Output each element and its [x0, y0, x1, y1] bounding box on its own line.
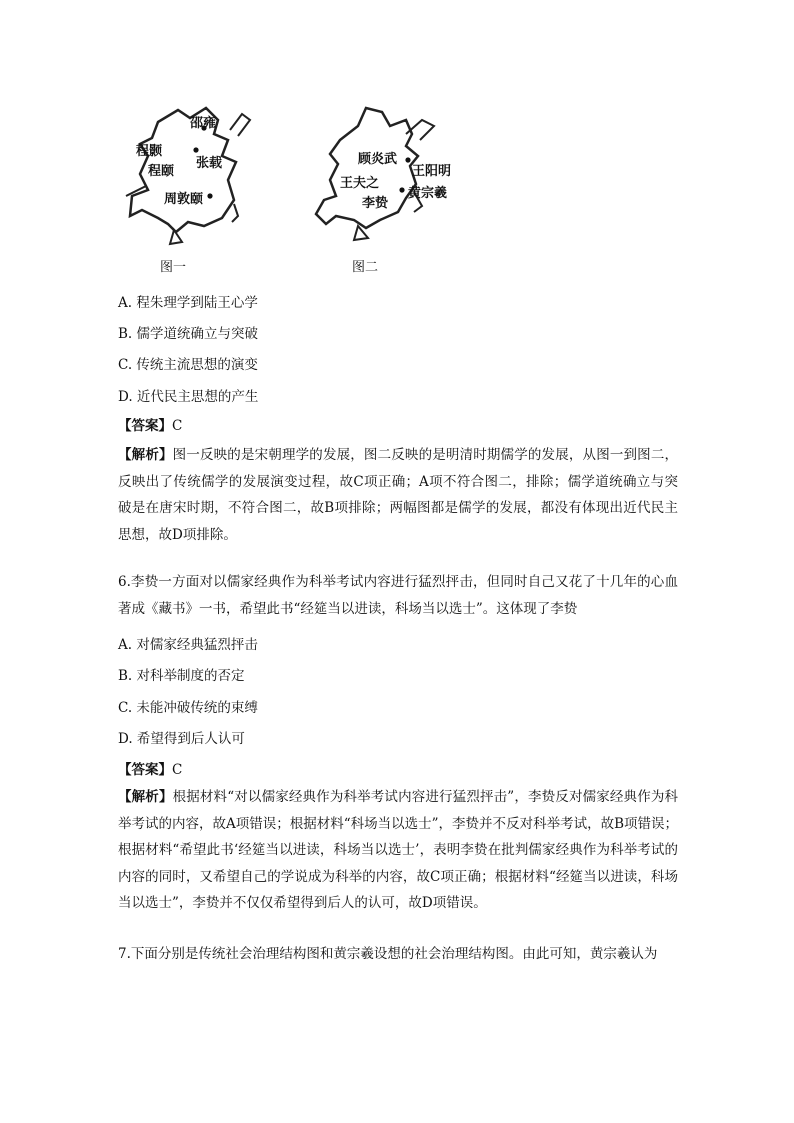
map2-label-huangzongxi: 黄宗羲 — [408, 186, 448, 201]
q5-option-c: C. 传统主流思想的演变 — [118, 357, 258, 373]
q6-stem: 6.李贽一方面对以儒家经典作为科举考试内容进行猛烈抨击，但同时自己又花了十几年的心血著成《藏书》一书，希望此书“经筵当以进读，科场当以选士”。这体现了李贽 — [118, 574, 678, 617]
q6-option-d: D. 希望得到后人认可 — [118, 731, 245, 747]
q5-analysis — [118, 442, 678, 548]
map-2 — [310, 100, 450, 250]
q6-answer-value: C — [172, 762, 183, 778]
q5-option-d: D. 近代民主思想的产生 — [118, 389, 259, 405]
q6-option-c: C. 未能冲破传统的束缚 — [118, 700, 258, 716]
map1-caption: 图一 — [160, 260, 187, 275]
map1-label-chenghao: 程颢 — [136, 144, 163, 159]
map-1 — [118, 100, 258, 250]
map2-label-guyanwu: 顾炎武 — [358, 152, 398, 167]
map1-label-zhoudunyi: 周敦颐 — [164, 192, 204, 207]
q5-answer-value: C — [172, 418, 183, 434]
q6-option-b: B. 对科举制度的否定 — [118, 668, 245, 684]
q6-analysis-text: 根据材料“对以儒家经典作为科举考试内容进行猛烈抨击”，李贽反对儒家经典作为科举考试的内容，故A项错误；根据材料“科场当以选士”，李贽并不反对科举考试，故B项错误；根据材料“希望此书‘经筵当以进读，科场当以选士’，表明李贽在批判儒家经典作为科举考试的内容的同时，又希望自己的学说成为科举的内容，故C项正确；根据材料“经筵当以进读，科场当以选士”，李贽并不仅仅希望得到后人的认可，故D项错误。 — [118, 789, 678, 911]
q5-option-b: B. 儒学道统确立与突破 — [118, 326, 259, 342]
map2-label-lizhi: 李贽 — [362, 196, 389, 211]
q5-answer — [118, 414, 182, 434]
q5-option-a: A. 程朱理学到陆王心学 — [118, 295, 258, 311]
q6-analysis-tag: 【解析】 — [118, 789, 173, 805]
map1-label-zhangzai: 张载 — [196, 156, 223, 171]
map2-caption: 图二 — [352, 260, 379, 275]
q5-analysis-tag: 【解析】 — [118, 447, 173, 463]
q7-stem: 7.下面分别是传统社会治理结构图和黄宗羲设想的社会治理结构图。由此可知，黄宗羲认为 — [118, 946, 658, 962]
map2-label-wangyangming: 王阳明 — [412, 164, 452, 179]
q6-option-a: A. 对儒家经典猛烈抨击 — [118, 637, 258, 653]
map1-label-chengyi: 程颐 — [148, 164, 175, 179]
q6-analysis — [118, 784, 678, 917]
q6-answer — [118, 758, 182, 778]
q5-answer-tag: 【答案】 — [118, 418, 172, 434]
map1-label-shaoyong: 邵雍 — [190, 116, 217, 131]
map2-label-wangfuzhi: 王夫之 — [340, 176, 380, 191]
china-outline-map-1 — [118, 100, 258, 250]
figure-maps — [118, 100, 452, 275]
q5-analysis-text: 图一反映的是宋朝理学的发展，图二反映的是明清时期儒学的发展，从图一到图二，反映出了传统儒学的发展演变过程，故C项正确；A项不符合图二，排除；儒学道统确立与突破是在唐宋时期，不符合图二，故B项排除；两幅图都是儒学的发展，都没有体现出近代民主思想，故D项排除。 — [118, 447, 679, 543]
q6-answer-tag: 【答案】 — [118, 762, 172, 778]
